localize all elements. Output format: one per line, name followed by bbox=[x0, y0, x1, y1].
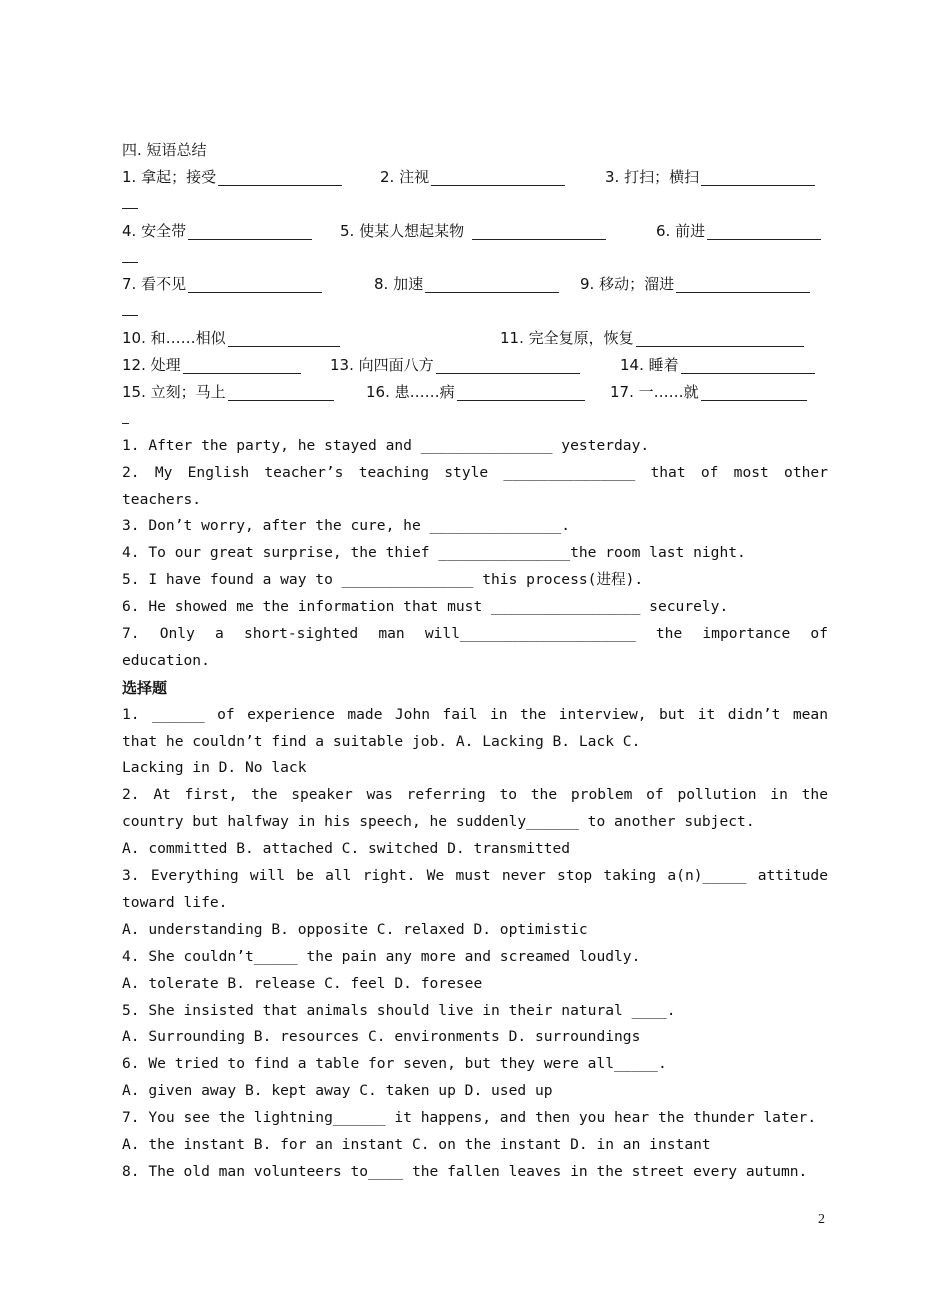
phrase-row bbox=[122, 271, 828, 298]
choice-line: A. committed B. attached C. switched D. transmitted bbox=[122, 840, 571, 858]
phrase-item: 13. 向四面八方 bbox=[330, 352, 620, 379]
phrase-item: 16. 患……病 bbox=[366, 379, 610, 406]
choice-line: Lacking in D. No lack bbox=[122, 759, 307, 777]
fill-line: teachers. bbox=[122, 490, 202, 508]
fill-line: 1. After the party, he stayed and _______________ yesterday. bbox=[122, 436, 650, 454]
choice-line: A. tolerate B. release C. feel D. foresee bbox=[122, 974, 483, 992]
phrase-item: 14. 睡着 bbox=[620, 352, 828, 379]
fill-line: 3. Don’t worry, after the cure, he _______________. bbox=[122, 517, 571, 535]
choice-line: A. understanding B. opposite C. relaxed D. optimistic bbox=[122, 920, 588, 938]
choice-line: 2. At first, the speaker was referring to the problem of pollution in the bbox=[122, 786, 828, 804]
phrase-item: 12. 处理 bbox=[122, 352, 330, 379]
wrap-blank bbox=[122, 245, 828, 272]
phrase-item: 3. 打扫；横扫 bbox=[597, 164, 828, 191]
wrap-blank bbox=[122, 191, 828, 218]
phrase-item: 4. 安全带 bbox=[122, 218, 340, 245]
section-heading: 四. 短语总结 bbox=[122, 141, 207, 159]
choice-line: toward life. bbox=[122, 893, 228, 911]
fill-line: 2. My English teacher’s teaching style _______________ that of most other bbox=[122, 463, 828, 481]
choice-heading: 选择题 bbox=[122, 678, 168, 697]
choice-line: 8. The old man volunteers to____ the fallen leaves in the street every autumn. bbox=[122, 1162, 808, 1180]
phrase-row bbox=[122, 352, 828, 379]
phrase-item: 9. 移动；溜进 bbox=[580, 271, 828, 298]
fill-line: 7. Only a short-sighted man will____________________ the importance of bbox=[122, 625, 828, 643]
phrase-item: 15. 立刻；马上 bbox=[122, 379, 366, 406]
phrase-row bbox=[122, 218, 828, 245]
choice-line: 1. ______ of experience made John fail in the interview, but it didn’t mean bbox=[122, 705, 828, 723]
choice-line: 5. She insisted that animals should live in their natural ____. bbox=[122, 1001, 676, 1019]
phrase-row bbox=[122, 164, 828, 191]
fill-line: 5. I have found a way to _______________ this process(进程). bbox=[122, 571, 644, 589]
fill-line: education. bbox=[122, 651, 210, 669]
phrase-item: 6. 前进 bbox=[648, 218, 828, 245]
choice-line: 6. We tried to find a table for seven, but they were all_____. bbox=[122, 1055, 667, 1073]
choice-line: A. the instant B. for an instant C. on the instant D. in an instant bbox=[122, 1135, 711, 1153]
phrase-item: 1. 拿起；接受 bbox=[122, 164, 370, 191]
fill-line: 4. To our great surprise, the thief _______________the room last night. bbox=[122, 544, 746, 562]
phrase-item: 5. 使某人想起某物 bbox=[340, 218, 648, 245]
page-number: 2 bbox=[818, 1212, 825, 1227]
choice-line: A. Surrounding B. resources C. environments D. surroundings bbox=[122, 1028, 641, 1046]
wrap-blank bbox=[122, 406, 828, 433]
choice-line: 4. She couldn’t_____ the pain any more and screamed loudly. bbox=[122, 947, 641, 965]
choice-line: that he couldn’t find a suitable job. A. Lacking B. Lack C. bbox=[122, 732, 641, 750]
phrase-item: 11. 完全复原，恢复 bbox=[500, 325, 828, 352]
choice-line: A. given away B. kept away C. taken up D. used up bbox=[122, 1082, 553, 1100]
phrase-item: 2. 注视 bbox=[370, 164, 597, 191]
choice-line: country but halfway in his speech, he suddenly______ to another subject. bbox=[122, 813, 755, 831]
phrase-row bbox=[122, 325, 828, 352]
phrase-item: 17. 一……就 bbox=[610, 379, 828, 406]
phrase-row bbox=[122, 379, 828, 406]
content-area bbox=[122, 137, 828, 1186]
phrase-item: 7. 看不见 bbox=[122, 271, 374, 298]
phrase-item: 8. 加速 bbox=[374, 271, 580, 298]
fill-line: 6. He showed me the information that must _________________ securely. bbox=[122, 598, 729, 616]
wrap-blank bbox=[122, 298, 828, 325]
choice-line: 7. You see the lightning______ it happens, and then you hear the thunder later. bbox=[122, 1109, 817, 1127]
phrase-item: 10. 和……相似 bbox=[122, 325, 500, 352]
choice-line: 3. Everything will be all right. We must never stop taking a(n)_____ attitude bbox=[122, 867, 828, 885]
